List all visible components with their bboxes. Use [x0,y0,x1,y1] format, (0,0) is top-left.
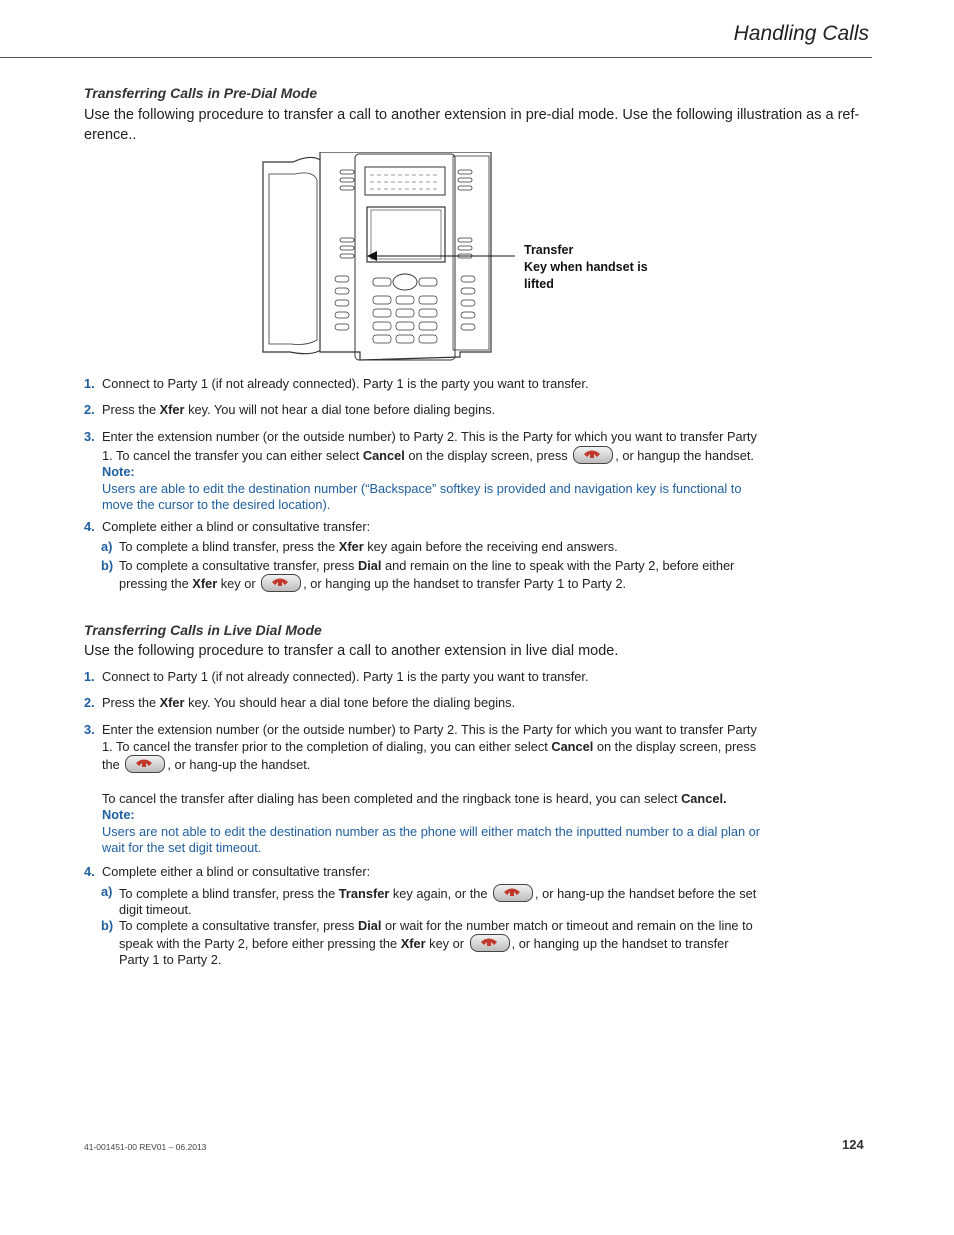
substep-a: a) To complete a blind transfer, press the Xfer key again before the receiving end answers. [101,539,618,554]
section-title-live-dial: Transferring Calls in Live Dial Mode [84,622,322,638]
phone-illustration [255,152,515,362]
substep-b: b) To complete a consultative transfer, press Dial or wait for the number match or timeout and remain on the line to speak with the Party 2, before either pressing the Xfer key or , or hanging up the handset to transfer Party 1 to Party 2. [101,918,753,967]
section-intro-live-dial: Use the following procedure to transfer a call to another extension in live dial mode. [84,643,619,659]
goodbye-key-icon [125,755,165,773]
transfer-key-callout: Transfer Key when handset is lifted [524,243,648,291]
header-rule [0,57,872,58]
step-3: 3. Enter the extension number (or the outside number) to Party 2. This is the Party for which you want to transfer Party 1. To cancel the transfer prior to the completion of dialing, you can either select Cancel on the display screen, press the , or hang-up the handset. To cancel the transfer after dialing has been completed and the ringback tone is heard, you can select Cancel. Note: Users are not able to edit the destination number as the phone will either match the inputted number to a dial plan or wait for the set digit timeout. [84,722,761,855]
step-1: 1. Connect to Party 1 (if not already connected). Party 1 is the party you want to transfer. [84,376,589,391]
section-intro-pre-dial: Use the following procedure to transfer a call to another extension in pre-dial mode. Use the following illustration as a ref-erence.. [84,107,860,143]
goodbye-key-icon [470,934,510,952]
substep-b: b) To complete a consultative transfer, press Dial and remain on the line to speak with the Party 2, before either pressing the Xfer key or , or hanging up the handset to transfer Party 1 to Party 2. [101,558,735,591]
document-id: 41-001451-00 REV01 – 06.2013 [84,1142,207,1152]
step-2: 2. Press the Xfer key. You will not hear a dial tone before dialing begins. [84,402,496,417]
step-1: 1. Connect to Party 1 (if not already connected). Party 1 is the party you want to transfer. [84,669,589,684]
goodbye-key-icon [261,574,301,592]
chapter-title: Handling Calls [733,22,869,45]
step-3: 3. Enter the extension number (or the outside number) to Party 2. This is the Party for which you want to transfer Party 1. To cancel the transfer you can either select Cancel on the display screen, press , or hangup the handset. Note: Users are able to edit the destination number (“Backspace” softkey is provided and navigation key is functional to move the cursor to the desired location). [84,429,757,512]
step-4: 4. Complete either a blind or consultative transfer: [84,864,371,879]
substep-a: a) To complete a blind transfer, press the Transfer key again, or the , or hang-up the handset before the set digit timeout. [101,884,757,917]
goodbye-key-icon [493,884,533,902]
step-2: 2. Press the Xfer key. You should hear a dial tone before the dialing begins. [84,695,516,710]
step-4: 4. Complete either a blind or consultative transfer: [84,519,371,534]
goodbye-key-icon [573,446,613,464]
section-title-pre-dial: Transferring Calls in Pre-Dial Mode [84,85,318,101]
page-number: 124 [842,1137,864,1152]
